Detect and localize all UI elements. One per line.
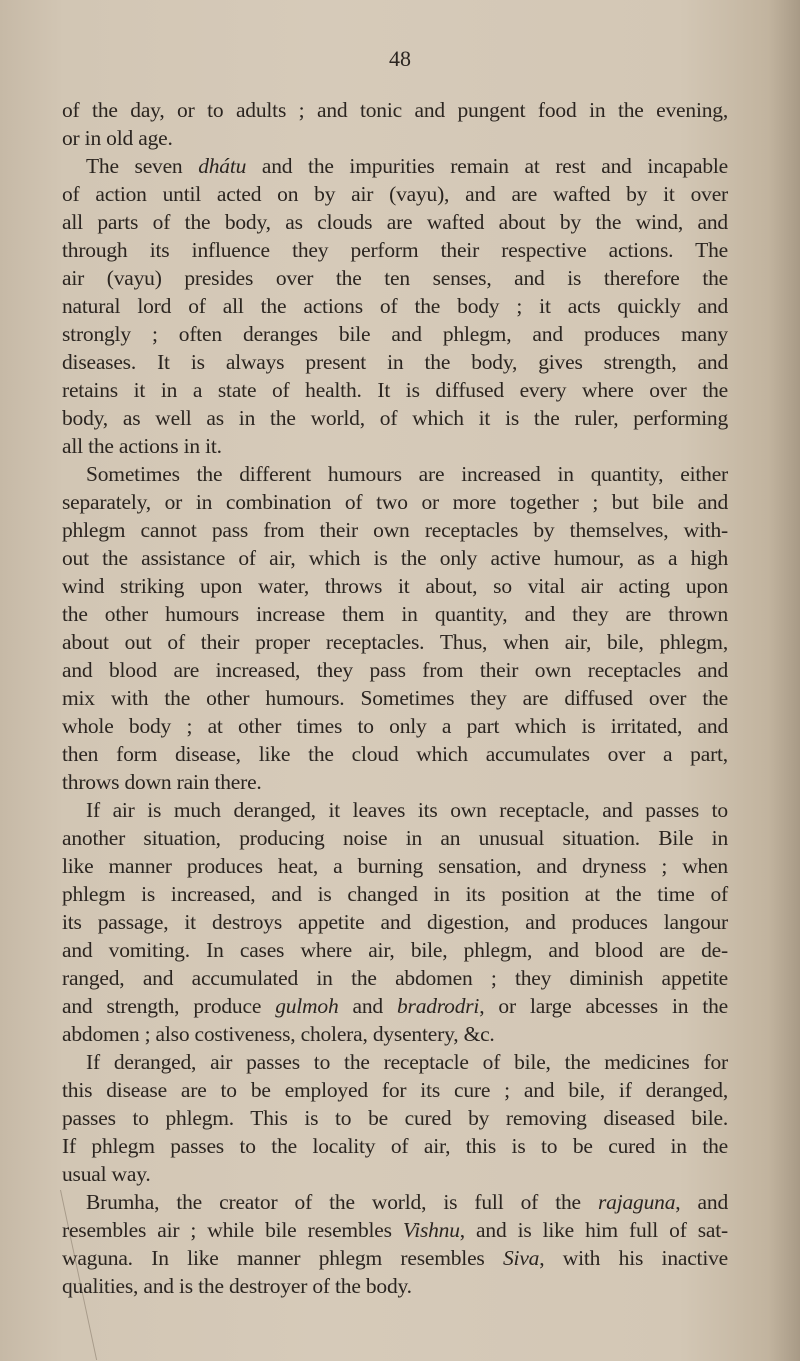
text-line — [62, 908, 728, 936]
text-line — [62, 1216, 728, 1244]
text-segment: , or large abcesses in the — [479, 994, 728, 1018]
text-line — [62, 544, 728, 572]
text-segment: throws down rain there. — [62, 770, 262, 794]
text-segment: diseases. It is always present in the body, gives strength, and — [62, 350, 728, 374]
text-segment: all parts of the body, as clouds are wafted about by the wind, and — [62, 210, 728, 234]
text-line — [62, 264, 728, 292]
text-line — [62, 96, 728, 124]
text-segment: natural lord of all the actions of the body ; it acts quickly and — [62, 294, 728, 318]
text-segment: another situation, producing noise in an unusual situation. Bile in — [62, 826, 728, 850]
text-segment: , and — [675, 1190, 728, 1214]
page-number: 48 — [389, 46, 411, 71]
text-line — [62, 1076, 728, 1104]
text-line — [62, 236, 728, 264]
text-segment: all the actions in it. — [62, 434, 222, 458]
text-line — [62, 628, 728, 656]
text-line — [62, 320, 728, 348]
text-segment: resembles air ; while bile resembles — [62, 1218, 403, 1242]
text-line — [62, 460, 728, 488]
text-line — [62, 684, 728, 712]
text-segment: and strength, produce — [62, 994, 276, 1018]
text-segment: strongly ; often deranges bile and phlegm, and produces many — [62, 322, 728, 346]
text-line — [62, 1104, 728, 1132]
text-line — [62, 1160, 728, 1188]
text-segment: and the impurities remain at rest and incapable — [246, 154, 728, 178]
text-line — [62, 152, 728, 180]
text-segment: , with his inactive — [539, 1246, 728, 1270]
text-line — [62, 1132, 728, 1160]
text-segment: ranged, and accumulated in the abdomen ; they diminish appetite — [62, 966, 728, 990]
text-segment: then form disease, like the cloud which accumulates over a part, — [62, 742, 728, 766]
text-line — [62, 572, 728, 600]
text-segment: and vomiting. In cases where air, bile, phlegm, and blood are de- — [62, 938, 728, 962]
text-line — [62, 1244, 728, 1272]
text-line — [62, 1020, 728, 1048]
text-line — [62, 936, 728, 964]
text-line — [62, 852, 728, 880]
text-line — [62, 208, 728, 236]
text-line — [62, 740, 728, 768]
text-segment: If phlegm passes to the locality of air, this is to be cured in the — [62, 1134, 728, 1158]
text-segment: abdomen ; also costiveness, cholera, dysentery, &c. — [62, 1022, 495, 1046]
text-segment: out the assistance of air, which is the only active humour, as a high — [62, 546, 728, 570]
italic-term: Siva — [503, 1246, 540, 1270]
text-line — [62, 488, 728, 516]
text-segment: phlegm cannot pass from their own receptacles by themselves, with- — [62, 518, 728, 542]
text-segment: phlegm is increased, and is changed in its position at the time of — [62, 882, 728, 906]
text-segment: If deranged, air passes to the receptacle of bile, the medicines for — [86, 1050, 728, 1074]
text-line — [62, 292, 728, 320]
text-segment: about out of their proper receptacles. Thus, when air, bile, phlegm, — [62, 630, 728, 654]
text-line — [62, 656, 728, 684]
text-line — [62, 124, 728, 152]
italic-term: bradrodri — [396, 994, 480, 1018]
italic-term: rajaguna — [598, 1190, 676, 1214]
text-segment: this disease are to be employed for its cure ; and bile, if deranged, — [62, 1078, 728, 1102]
text-line — [62, 880, 728, 908]
text-segment: body, as well as in the world, of which it is the ruler, performing — [62, 406, 728, 430]
italic-term: dhátu — [198, 154, 247, 178]
text-segment: mix with the other humours. Sometimes they are diffused over the — [62, 686, 728, 710]
text-segment: Brumha, the creator of the world, is full of the — [86, 1190, 599, 1214]
text-segment: usual way. — [62, 1162, 151, 1186]
text-segment: of the day, or to adults ; and tonic and pungent food in the evening, — [62, 98, 728, 122]
text-line — [62, 376, 728, 404]
text-line — [62, 1188, 728, 1216]
italic-term: gulmoh — [275, 994, 339, 1018]
text-segment: of action until acted on by air (vayu), and are wafted by it over — [62, 182, 728, 206]
text-segment: , and is like him full of sat- — [459, 1218, 728, 1242]
text-segment: passes to phlegm. This is to be cured by removing diseased bile. — [62, 1106, 728, 1130]
text-segment: its passage, it destroys appetite and digestion, and produces langour — [62, 910, 728, 934]
text-line — [62, 1048, 728, 1076]
text-line — [62, 516, 728, 544]
text-line — [62, 824, 728, 852]
text-segment: whole body ; at other times to only a part which is irritated, and — [62, 714, 728, 738]
text-segment: If air is much deranged, it leaves its own receptacle, and passes to — [86, 798, 728, 822]
text-segment: and — [338, 994, 397, 1018]
text-line — [62, 432, 728, 460]
text-line — [62, 180, 728, 208]
text-line — [62, 768, 728, 796]
text-line — [62, 404, 728, 432]
text-segment: wind striking upon water, throws it about, so vital air acting upon — [62, 574, 728, 598]
text-segment: or in old age. — [62, 126, 173, 150]
text-segment: through its influence they perform their respective actions. The — [62, 238, 728, 262]
text-segment: retains it in a state of health. It is diffused every where over the — [62, 378, 728, 402]
text-segment: the other humours increase them in quantity, and they are thrown — [62, 602, 728, 626]
text-segment: waguna. In like manner phlegm resembles — [62, 1246, 503, 1270]
text-line — [62, 992, 728, 1020]
text-line — [62, 348, 728, 376]
text-segment: separately, or in combination of two or more together ; but bile and — [62, 490, 728, 514]
text-segment: The seven — [86, 154, 199, 178]
text-line — [62, 796, 728, 824]
text-segment: qualities, and is the destroyer of the body. — [62, 1274, 412, 1298]
text-line — [62, 964, 728, 992]
text-line — [62, 712, 728, 740]
text-segment: Sometimes the different humours are increased in quantity, either — [86, 462, 728, 486]
italic-term: Vishnu — [402, 1218, 460, 1242]
text-segment: like manner produces heat, a burning sensation, and dryness ; when — [62, 854, 728, 878]
text-segment: air (vayu) presides over the ten senses, and is therefore the — [62, 266, 728, 290]
text-segment: and blood are increased, they pass from their own receptacles and — [62, 658, 728, 682]
body-text — [62, 96, 728, 1300]
text-line — [62, 1272, 728, 1300]
text-line — [62, 600, 728, 628]
